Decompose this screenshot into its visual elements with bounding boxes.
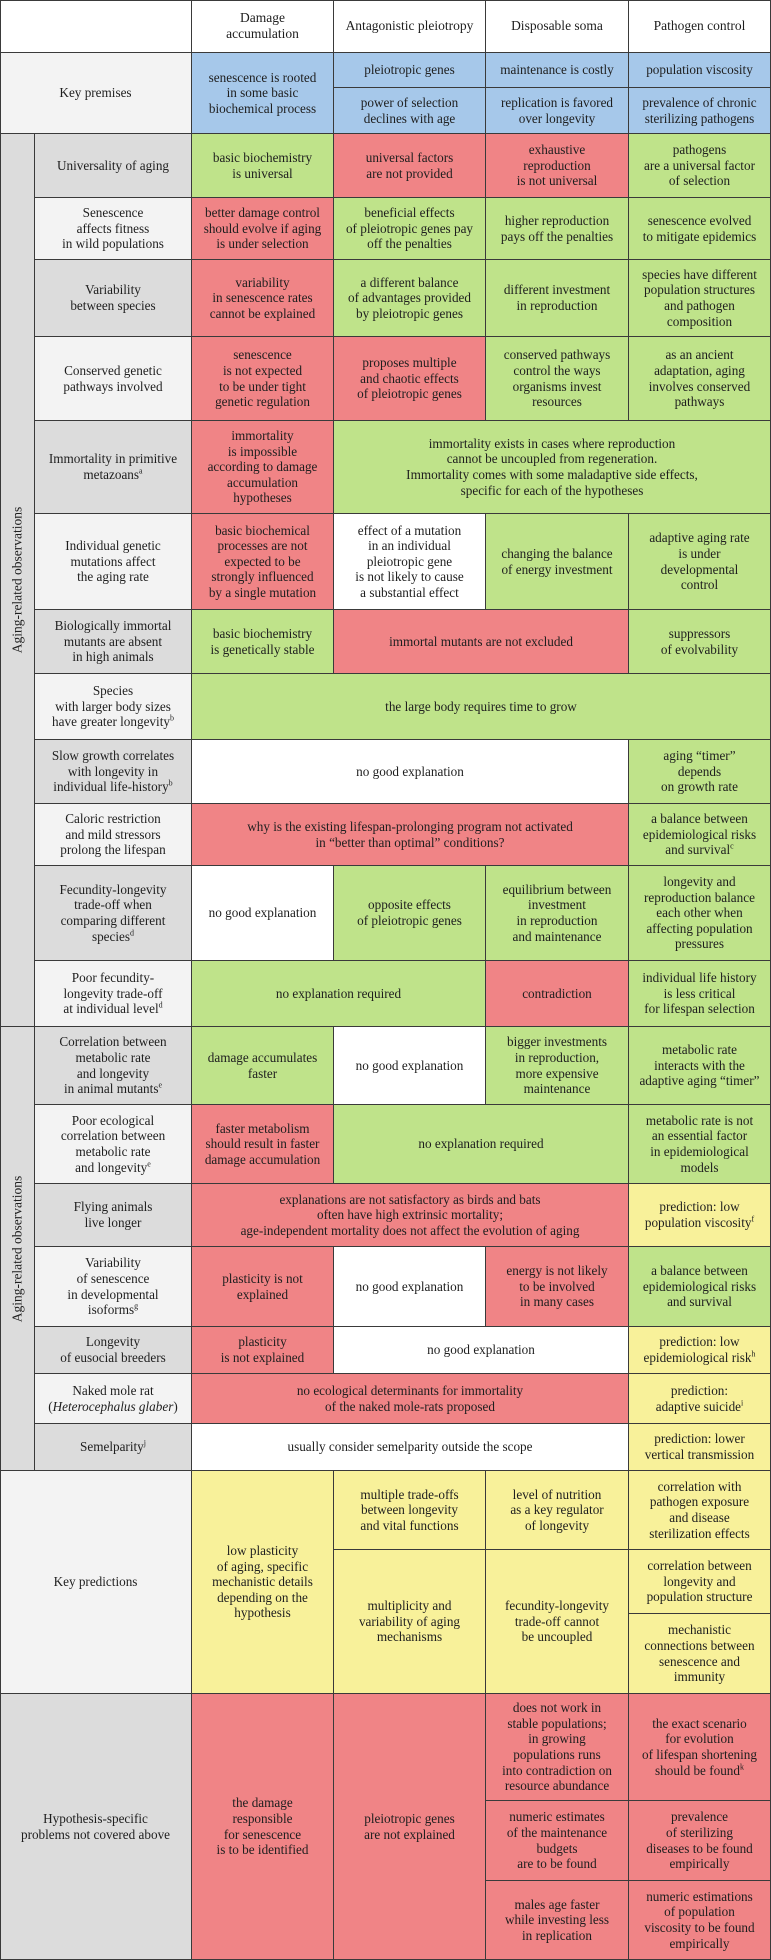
eusocial-pathogen: prediction: low epidemiological risk$^h$ [629, 1327, 771, 1374]
universality-damage: basic biochemistry is universal [192, 134, 334, 198]
premises-antagonistic-1: pleiotropic genes [334, 53, 486, 88]
mutants-antagonistic-disposable: immortal mutants are not excluded [334, 610, 629, 674]
group-label-observations-2: Aging-related observations [0, 1027, 35, 1471]
variability-antagonistic: a different balance of advantages provided by pleiotropic genes [334, 260, 486, 337]
problems-label: Hypothesis-specific problems not covered above [0, 1694, 192, 1960]
row-label-metabolic: Correlation between metabolic rate and longevity in animal mutants$^e$ [35, 1027, 192, 1105]
predictions-antagonistic-2: multiplicity and variability of aging mechanisms [334, 1550, 486, 1694]
universality-disposable: exhaustive reproduction is not universal [486, 134, 629, 198]
predictions-pathogen-3: mechanistic connections between senescence and immunity [629, 1614, 771, 1694]
ecological-antagonistic-disposable: no explanation required [334, 1105, 629, 1184]
isoforms-damage: plasticity is not explained [192, 1247, 334, 1327]
row-label-mutants: Biologically immortal mutants are absent in high animals [35, 610, 192, 674]
predictions-pathogen-1: correlation with pathogen exposure and disease sterilization effects [629, 1471, 771, 1550]
conserved-damage: senescence is not expected to be under tight genetic regulation [192, 337, 334, 421]
flying-pathogen: prediction: low population viscosity$^f$ [629, 1184, 771, 1247]
mole-rat-pathogen: prediction: adaptive suicide$^i$ [629, 1374, 771, 1424]
header-corner [0, 0, 192, 53]
metabolic-antagonistic: no good explanation [334, 1027, 486, 1105]
header-disposable-soma: Disposable soma [486, 0, 629, 53]
universality-antagonistic: universal factors are not provided [334, 134, 486, 198]
row-label-fecundity-species: Fecundity-longevity trade-off when comparing different species$^d$ [35, 866, 192, 961]
problems-pathogen-2: prevalence of sterilizing diseases to be found empirically [629, 1801, 771, 1881]
mutations-damage: basic biochemical processes are not expected to be strongly influenced by a single mutation [192, 514, 334, 610]
semelparity-pathogen: prediction: lower vertical transmission [629, 1424, 771, 1471]
fitness-pathogen: senescence evolved to mitigate epidemics [629, 198, 771, 260]
premises-label: Key premises [0, 53, 192, 134]
row-label-mole-rat: Naked mole rat (Heterocephalus glaber) [35, 1374, 192, 1424]
conserved-antagonistic: proposes multiple and chaotic effects of pleiotropic genes [334, 337, 486, 421]
predictions-damage: low plasticity of aging, specific mechanistic details depending on the hypothesis [192, 1471, 334, 1694]
premises-damage: senescence is rooted in some basic biochemical process [192, 53, 334, 134]
problems-disposable-1: does not work in stable populations; in growing populations runs into contradiction on resource abundance [486, 1694, 629, 1801]
mutations-disposable: changing the balance of energy investment [486, 514, 629, 610]
row-label-variability: Variability between species [35, 260, 192, 337]
row-label-universality: Universality of aging [35, 134, 192, 198]
eusocial-antagonistic-disposable: no good explanation [334, 1327, 629, 1374]
mutants-pathogen: suppressors of evolvability [629, 610, 771, 674]
row-label-slow-growth: Slow growth correlates with longevity in individual life-history$^b$ [35, 740, 192, 804]
immortality-other-hypotheses: immortality exists in cases where reproduction cannot be uncoupled from regeneration. Immortality comes with some maladaptive side effects, specific for each of the hypotheses [334, 421, 771, 514]
premises-pathogen-1: population viscosity [629, 53, 771, 88]
fecundity-species-antagonistic: opposite effects of pleiotropic genes [334, 866, 486, 961]
problems-disposable-2: numeric estimates of the maintenance budgets are to be found [486, 1801, 629, 1881]
isoforms-pathogen: a balance between epidemiological risks and survival [629, 1247, 771, 1327]
header-pathogen-control: Pathogen control [629, 0, 771, 53]
caloric-first-three: why is the existing lifespan-prolonging program not activated in “better than optimal” conditions? [192, 804, 629, 866]
fecundity-individual-pathogen: individual life history is less critical for lifespan selection [629, 961, 771, 1027]
problems-pathogen-3: numeric estimations of population viscosity to be found empirically [629, 1881, 771, 1960]
header-damage-accumulation: Damage accumulation [192, 0, 334, 53]
variability-damage: variability in senescence rates cannot be explained [192, 260, 334, 337]
variability-disposable: different investment in reproduction [486, 260, 629, 337]
problems-damage: the damage responsible for senescence is to be identified [192, 1694, 334, 1960]
fecundity-species-pathogen: longevity and reproduction balance each other when affecting population pressures [629, 866, 771, 961]
ecological-damage: faster metabolism should result in faster damage accumulation [192, 1105, 334, 1184]
row-label-immortality: Immortality in primitive metazoans$^a$ [35, 421, 192, 514]
slow-growth-pathogen: aging “timer” depends on growth rate [629, 740, 771, 804]
fecundity-individual-disposable: contradiction [486, 961, 629, 1027]
row-label-conserved: Conserved genetic pathways involved [35, 337, 192, 421]
row-label-flying: Flying animals live longer [35, 1184, 192, 1247]
fitness-disposable: higher reproduction pays off the penalties [486, 198, 629, 260]
premises-disposable-2: replication is favored over longevity [486, 88, 629, 134]
mutations-antagonistic: effect of a mutation in an individual pleiotropic gene is not likely to cause a substantial effect [334, 514, 486, 610]
premises-pathogen-2: prevalence of chronic sterilizing pathogens [629, 88, 771, 134]
metabolic-disposable: bigger investments in reproduction, more expensive maintenance [486, 1027, 629, 1105]
problems-disposable-3: males age faster while investing less in replication [486, 1881, 629, 1960]
problems-antagonistic: pleiotropic genes are not explained [334, 1694, 486, 1960]
row-label-body-size: Species with larger body sizes have greater longevity$^b$ [35, 674, 192, 740]
flying-first-three: explanations are not satisfactory as birds and bats often have high extrinsic mortality; age-independent mortality does not affect the evolution of aging [192, 1184, 629, 1247]
isoforms-antagonistic: no good explanation [334, 1247, 486, 1327]
predictions-label: Key predictions [0, 1471, 192, 1694]
mole-rat-first-three: no ecological determinants for immortality of the naked mole-rats proposed [192, 1374, 629, 1424]
fitness-damage: better damage control should evolve if aging is under selection [192, 198, 334, 260]
row-label-fitness: Senescence affects fitness in wild populations [35, 198, 192, 260]
fecundity-species-damage: no good explanation [192, 866, 334, 961]
row-label-ecological: Poor ecological correlation between metabolic rate and longevity$^e$ [35, 1105, 192, 1184]
group-label-observations-1: Aging-related observations [0, 134, 35, 1027]
mutations-pathogen: adaptive aging rate is under developmental control [629, 514, 771, 610]
caloric-pathogen: a balance between epidemiological risks and survival$^c$ [629, 804, 771, 866]
metabolic-pathogen: metabolic rate interacts with the adaptive aging “timer” [629, 1027, 771, 1105]
fecundity-individual-damage-antagonistic: no explanation required [192, 961, 486, 1027]
ecological-pathogen: metabolic rate is not an essential factor in epidemiological models [629, 1105, 771, 1184]
slow-growth-first-three: no good explanation [192, 740, 629, 804]
conserved-pathogen: as an ancient adaptation, aging involves conserved pathways [629, 337, 771, 421]
predictions-antagonistic-1: multiple trade-offs between longevity and vital functions [334, 1471, 486, 1550]
eusocial-damage: plasticity is not explained [192, 1327, 334, 1374]
premises-disposable-1: maintenance is costly [486, 53, 629, 88]
semelparity-first-three: usually consider semelparity outside the scope [192, 1424, 629, 1471]
body-size-all-hypotheses: the large body requires time to grow [192, 674, 771, 740]
header-antagonistic-pleiotropy: Antagonistic pleiotropy [334, 0, 486, 53]
fitness-antagonistic: beneficial effects of pleiotropic genes pay off the penalties [334, 198, 486, 260]
row-label-caloric: Caloric restriction and mild stressors prolong the lifespan [35, 804, 192, 866]
row-label-fecundity-individual: Poor fecundity- longevity trade-off at individual level$^d$ [35, 961, 192, 1027]
row-label-semelparity: Semelparity$^j$ [35, 1424, 192, 1471]
variability-pathogen: species have different population structures and pathogen composition [629, 260, 771, 337]
predictions-disposable-2: fecundity-longevity trade-off cannot be uncoupled [486, 1550, 629, 1694]
isoforms-disposable: energy is not likely to be involved in many cases [486, 1247, 629, 1327]
row-label-eusocial: Longevity of eusocial breeders [35, 1327, 192, 1374]
metabolic-damage: damage accumulates faster [192, 1027, 334, 1105]
predictions-disposable-1: level of nutrition as a key regulator of longevity [486, 1471, 629, 1550]
predictions-pathogen-2: correlation between longevity and population structure [629, 1550, 771, 1614]
problems-pathogen-1: the exact scenario for evolution of lifespan shortening should be found$^k$ [629, 1694, 771, 1801]
conserved-disposable: conserved pathways control the ways organisms invest resources [486, 337, 629, 421]
mutants-damage: basic biochemistry is genetically stable [192, 610, 334, 674]
fecundity-species-disposable: equilibrium between investment in reproduction and maintenance [486, 866, 629, 961]
premises-antagonistic-2: power of selection declines with age [334, 88, 486, 134]
row-label-isoforms: Variability of senescence in developmental isoforms$^g$ [35, 1247, 192, 1327]
immortality-damage: immortality is impossible according to damage accumulation hypotheses [192, 421, 334, 514]
universality-pathogen: pathogens are a universal factor of selection [629, 134, 771, 198]
row-label-mutations: Individual genetic mutations affect the aging rate [35, 514, 192, 610]
